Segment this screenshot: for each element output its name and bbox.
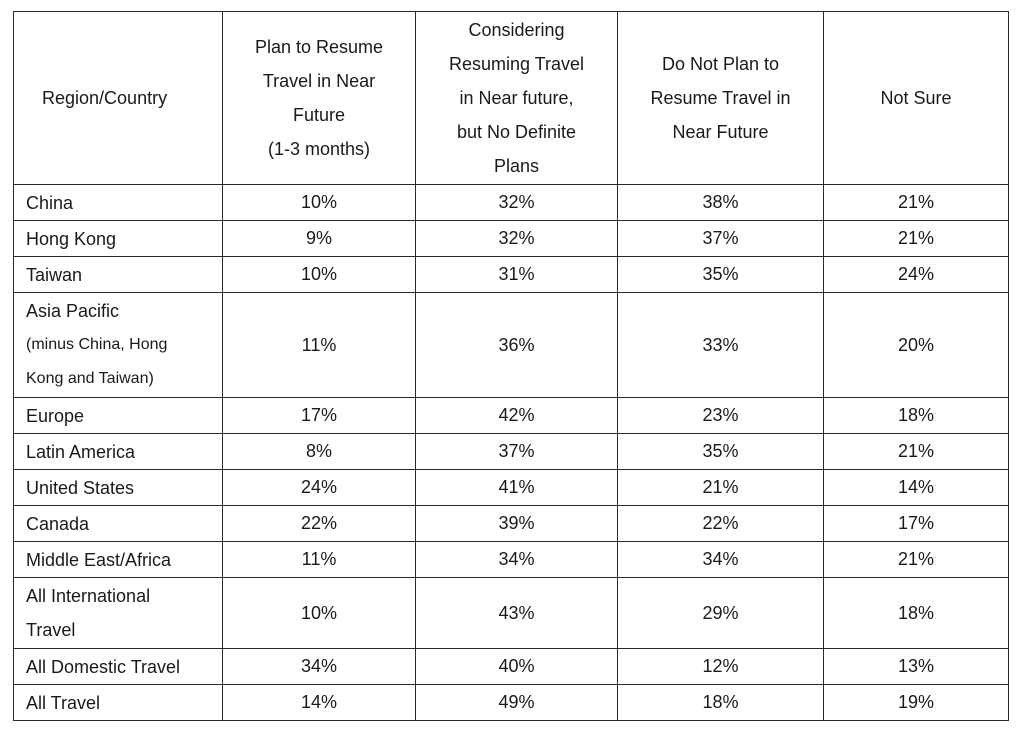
no-plan-cell: 23% bbox=[618, 398, 824, 434]
header-region: Region/Country bbox=[14, 12, 223, 185]
considering-cell: 32% bbox=[416, 221, 618, 257]
region-cell: All Domestic Travel bbox=[14, 649, 223, 685]
table-row bbox=[14, 221, 1009, 257]
not-sure-cell: 14% bbox=[824, 470, 1009, 506]
considering-cell: 31% bbox=[416, 257, 618, 293]
plan-cell: 11% bbox=[223, 293, 416, 398]
table-row bbox=[14, 470, 1009, 506]
header-plan: Plan to Resume Travel in Near Future (1-3 months) bbox=[223, 12, 416, 185]
region-cell: Canada bbox=[14, 506, 223, 542]
region-cell: Latin America bbox=[14, 434, 223, 470]
table-row bbox=[14, 398, 1009, 434]
no-plan-cell: 34% bbox=[618, 542, 824, 578]
not-sure-cell: 18% bbox=[824, 578, 1009, 649]
region-cell: Taiwan bbox=[14, 257, 223, 293]
not-sure-cell: 20% bbox=[824, 293, 1009, 398]
no-plan-cell: 33% bbox=[618, 293, 824, 398]
not-sure-cell: 21% bbox=[824, 185, 1009, 221]
no-plan-cell: 21% bbox=[618, 470, 824, 506]
plan-cell: 10% bbox=[223, 185, 416, 221]
region-cell: All International Travel bbox=[14, 578, 223, 649]
not-sure-cell: 21% bbox=[824, 542, 1009, 578]
not-sure-cell: 24% bbox=[824, 257, 1009, 293]
considering-cell: 36% bbox=[416, 293, 618, 398]
no-plan-cell: 37% bbox=[618, 221, 824, 257]
header-not-sure: Not Sure bbox=[824, 12, 1009, 185]
table-row bbox=[14, 685, 1009, 721]
plan-cell: 9% bbox=[223, 221, 416, 257]
plan-cell: 22% bbox=[223, 506, 416, 542]
plan-cell: 10% bbox=[223, 578, 416, 649]
region-cell: All Travel bbox=[14, 685, 223, 721]
considering-cell: 34% bbox=[416, 542, 618, 578]
plan-cell: 24% bbox=[223, 470, 416, 506]
considering-cell: 32% bbox=[416, 185, 618, 221]
considering-cell: 39% bbox=[416, 506, 618, 542]
no-plan-cell: 35% bbox=[618, 434, 824, 470]
travel-survey-table bbox=[13, 11, 1009, 721]
table-row bbox=[14, 257, 1009, 293]
plan-cell: 8% bbox=[223, 434, 416, 470]
table-row bbox=[14, 542, 1009, 578]
table-row bbox=[14, 649, 1009, 685]
not-sure-cell: 18% bbox=[824, 398, 1009, 434]
table-row bbox=[14, 578, 1009, 649]
header-row bbox=[14, 12, 1009, 185]
region-cell: Asia Pacific (minus China, Hong Kong and Taiwan) bbox=[14, 293, 223, 398]
table-row bbox=[14, 434, 1009, 470]
plan-cell: 17% bbox=[223, 398, 416, 434]
considering-cell: 49% bbox=[416, 685, 618, 721]
not-sure-cell: 13% bbox=[824, 649, 1009, 685]
no-plan-cell: 18% bbox=[618, 685, 824, 721]
considering-cell: 40% bbox=[416, 649, 618, 685]
header-no-plan: Do Not Plan to Resume Travel in Near Future bbox=[618, 12, 824, 185]
considering-cell: 41% bbox=[416, 470, 618, 506]
plan-cell: 14% bbox=[223, 685, 416, 721]
considering-cell: 43% bbox=[416, 578, 618, 649]
not-sure-cell: 21% bbox=[824, 221, 1009, 257]
region-cell: Middle East/Africa bbox=[14, 542, 223, 578]
table-row bbox=[14, 293, 1009, 398]
region-cell: Europe bbox=[14, 398, 223, 434]
no-plan-cell: 12% bbox=[618, 649, 824, 685]
not-sure-cell: 17% bbox=[824, 506, 1009, 542]
plan-cell: 11% bbox=[223, 542, 416, 578]
considering-cell: 37% bbox=[416, 434, 618, 470]
no-plan-cell: 35% bbox=[618, 257, 824, 293]
no-plan-cell: 22% bbox=[618, 506, 824, 542]
plan-cell: 10% bbox=[223, 257, 416, 293]
table-row bbox=[14, 185, 1009, 221]
header-considering: Considering Resuming Travel in Near future, but No Definite Plans bbox=[416, 12, 618, 185]
not-sure-cell: 19% bbox=[824, 685, 1009, 721]
region-cell: China bbox=[14, 185, 223, 221]
table-row bbox=[14, 506, 1009, 542]
region-cell: United States bbox=[14, 470, 223, 506]
no-plan-cell: 29% bbox=[618, 578, 824, 649]
region-cell: Hong Kong bbox=[14, 221, 223, 257]
not-sure-cell: 21% bbox=[824, 434, 1009, 470]
plan-cell: 34% bbox=[223, 649, 416, 685]
considering-cell: 42% bbox=[416, 398, 618, 434]
no-plan-cell: 38% bbox=[618, 185, 824, 221]
